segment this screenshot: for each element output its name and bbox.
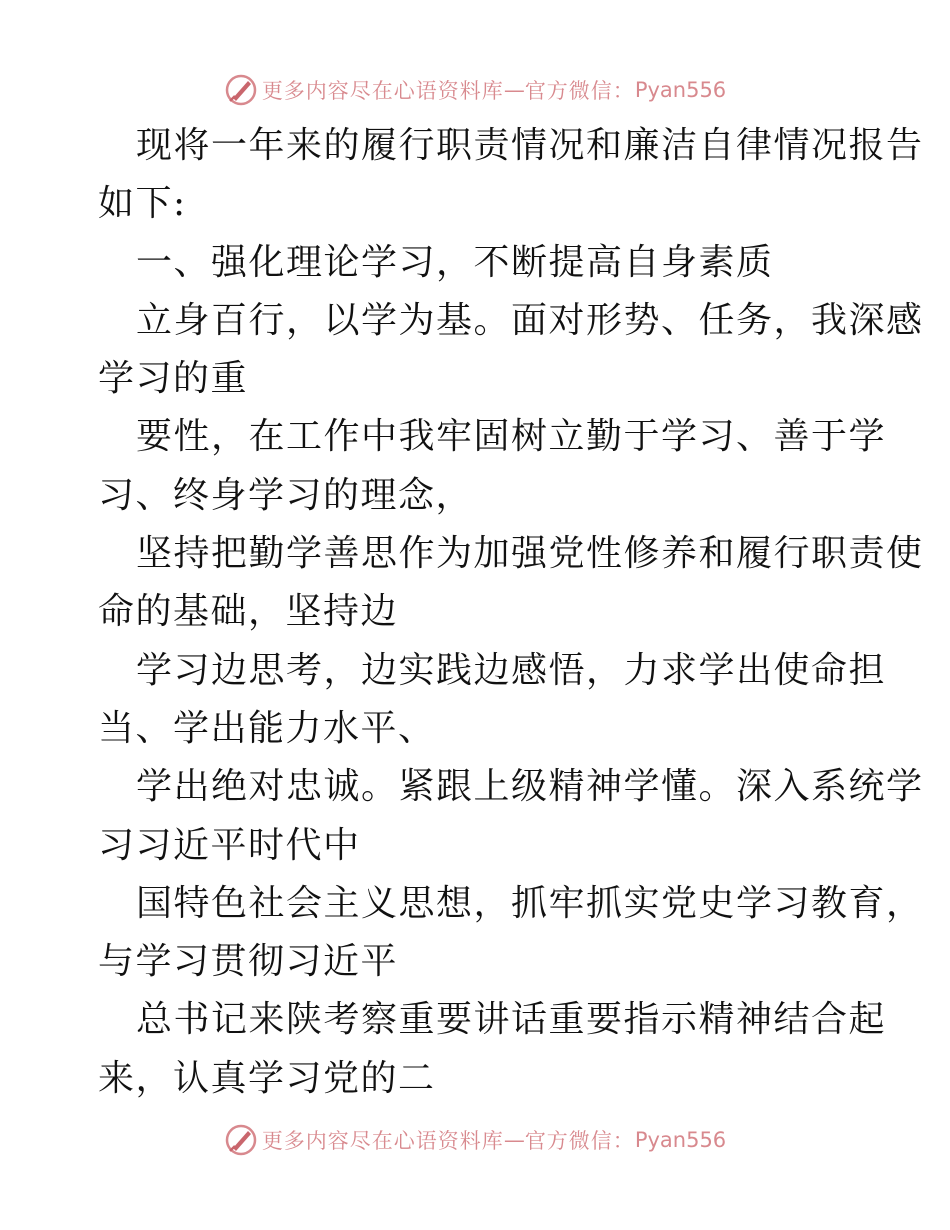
watermark-main-text: 更多内容尽在心语资料库: [261, 1129, 504, 1153]
watermark-sub-text: 官方微信：: [524, 79, 635, 103]
text-line: 总书记来陕考察重要讲话重要指示精神结合起: [136, 999, 887, 1041]
text-line: 现将一年来的履行职责情况和廉洁自律情况报告: [136, 125, 924, 166]
quill-logo-icon: [224, 1123, 258, 1157]
quill-logo-icon: [224, 73, 258, 107]
text-line: 如下:: [98, 183, 187, 225]
text-line: 学习的重: [98, 358, 249, 400]
watermark-main-text: 更多内容尽在心语资料库: [261, 79, 504, 103]
text-line: 与学习贯彻习近平: [98, 941, 399, 983]
watermark-id: Pyan556: [634, 1128, 727, 1152]
document-body: [98, 117, 924, 1108]
watermark-dash: —: [503, 78, 525, 102]
text-line: 立身百行，以学为基。面对形势、任务，我深感: [136, 299, 924, 341]
header-watermark: [0, 70, 950, 110]
text-line: 学习边思考，边实践边感悟，力求学出使命担: [136, 649, 887, 691]
text-line: 要性，在工作中我牢固树立勤于学习、善于学: [136, 416, 887, 458]
watermark-id: Pyan556: [634, 78, 727, 102]
section-heading: 一、强化理论学习，不断提高自身素质: [136, 241, 774, 283]
text-line: 习习近平时代中: [98, 824, 361, 866]
footer-watermark: [0, 1120, 950, 1160]
watermark-dash: —: [503, 1128, 525, 1152]
text-line: 坚持把勤学善思作为加强党性修养和履行职责使: [136, 533, 924, 575]
text-line: 当、学出能力水平、: [98, 707, 436, 749]
text-line: 国特色社会主义思想，抓牢抓实党史学习教育，: [136, 882, 924, 924]
text-line: 来，认真学习党的二: [98, 1057, 436, 1099]
text-line: 命的基础，坚持边: [98, 591, 399, 633]
watermark-sub-text: 官方微信：: [524, 1129, 635, 1153]
text-line: 习、终身学习的理念，: [98, 474, 474, 516]
text-line: 学出绝对忠诚。紧跟上级精神学懂。深入系统学: [136, 766, 924, 808]
